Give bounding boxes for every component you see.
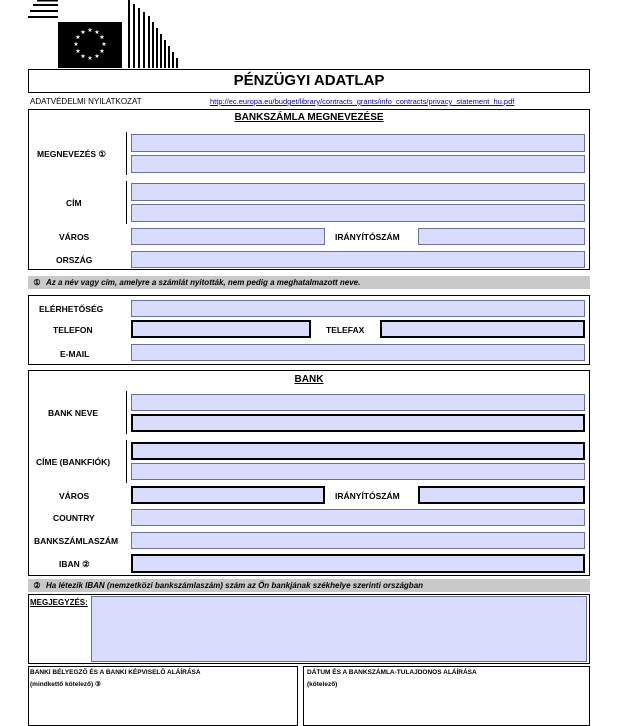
- eu-logo: [28, 0, 180, 68]
- account-number-label: BANKSZÁMLASZÁM: [34, 536, 119, 546]
- note-2-marker: ②: [33, 581, 41, 590]
- account-number-field[interactable]: [131, 532, 585, 549]
- fax-field[interactable]: [380, 320, 585, 338]
- eu-flag-icon: [28, 0, 180, 68]
- iban-label: IBAN ②: [59, 559, 90, 569]
- privacy-label: ADATVÉDELMI NYILATKOZAT: [30, 97, 142, 106]
- email-field[interactable]: [131, 344, 585, 361]
- note-1-bar: [28, 276, 590, 289]
- divider: [126, 440, 127, 483]
- postcode-field[interactable]: [418, 228, 585, 245]
- svg-text:★: ★: [80, 29, 86, 36]
- svg-text:★: ★: [101, 41, 107, 48]
- svg-text:★: ★: [94, 29, 100, 36]
- svg-text:★: ★: [87, 55, 93, 62]
- country-label: ORSZÁG: [56, 255, 93, 265]
- divider: [126, 132, 127, 175]
- phone-field[interactable]: [131, 320, 311, 338]
- svg-text:★: ★: [99, 34, 105, 41]
- bank-signature-sub: (mindkettő kötelező) ③: [30, 681, 101, 688]
- city-label: VÁROS: [59, 232, 90, 242]
- bank-signature-title: BANKI BÉLYEGZŐ ÉS A BANKI KÉPVISELŐ ALÁÍRÁSA: [30, 669, 201, 676]
- name-field-2[interactable]: [131, 155, 585, 173]
- name-label: MEGNEVEZÉS ①: [37, 149, 107, 159]
- svg-text:★: ★: [73, 41, 79, 48]
- bank-country-label: COUNTRY: [53, 513, 95, 523]
- svg-text:★: ★: [80, 53, 86, 60]
- bank-country-field[interactable]: [131, 509, 585, 526]
- phone-label: TELEFON: [53, 325, 93, 335]
- branch-address-field-2[interactable]: [131, 463, 585, 480]
- iban-field[interactable]: [131, 554, 585, 573]
- fax-label: TELEFAX: [326, 325, 365, 335]
- bank-section-title: BANK: [294, 374, 324, 385]
- bank-city-label: VÁROS: [59, 491, 90, 501]
- svg-text:★: ★: [75, 34, 81, 41]
- divider: [126, 391, 127, 434]
- address-label: CÍM: [66, 198, 82, 208]
- page-title: PÉNZÜGYI ADATLAP: [233, 72, 385, 89]
- bank-name-field-2[interactable]: [131, 414, 585, 432]
- svg-text:★: ★: [99, 48, 105, 55]
- address-field-1[interactable]: [131, 183, 585, 201]
- svg-text:★: ★: [87, 27, 93, 34]
- branch-address-field-1[interactable]: [131, 442, 585, 460]
- bank-name-field-1[interactable]: [131, 394, 585, 411]
- holder-signature-title: DÁTUM ÉS A BANKSZÁMLA-TULAJDONOS ALÁÍRÁSA: [307, 669, 477, 676]
- note-2-bar: [28, 579, 590, 592]
- svg-text:★: ★: [75, 48, 81, 55]
- postcode-label: IRÁNYÍTÓSZÁM: [335, 232, 400, 242]
- contact-label: ELÉRHETŐSÉG: [39, 304, 104, 314]
- contact-field[interactable]: [131, 300, 585, 317]
- remarks-label: MEGJEGYZÉS:: [30, 598, 88, 607]
- bank-name-label: BANK NEVE: [48, 408, 99, 418]
- privacy-statement-link[interactable]: http://ec.europa.eu/budget/library/contracts_grants/info_contracts/privacy_statement_hu.pdf: [210, 97, 515, 106]
- svg-text:★: ★: [94, 53, 100, 60]
- bank-city-field[interactable]: [131, 486, 325, 504]
- city-field[interactable]: [131, 228, 325, 245]
- note-1-marker: ①: [33, 278, 41, 287]
- address-field-2[interactable]: [131, 204, 585, 222]
- note-1-text: Az a név vagy cím, amelyre a számlát nyitották, nem pedig a meghatalmazott neve.: [46, 278, 361, 287]
- bank-postcode-field[interactable]: [418, 486, 585, 504]
- account-section-title: BANKSZÁMLA MEGNEVEZÉSE: [234, 112, 384, 123]
- remarks-field[interactable]: [91, 596, 587, 662]
- name-field-1[interactable]: [131, 134, 585, 152]
- holder-signature-sub: (kötelező): [307, 681, 338, 688]
- bank-postcode-label: IRÁNYÍTÓSZÁM: [335, 491, 400, 501]
- note-2-text: Ha létezik IBAN (nemzetközi bankszámlaszám) szám az Ön bankjának székhelye szerinti országban: [46, 581, 424, 590]
- country-field[interactable]: [131, 251, 585, 268]
- branch-address-label: CÍME (BANKFIÓK): [36, 457, 111, 467]
- email-label: E-MAIL: [60, 349, 90, 359]
- divider: [126, 181, 127, 224]
